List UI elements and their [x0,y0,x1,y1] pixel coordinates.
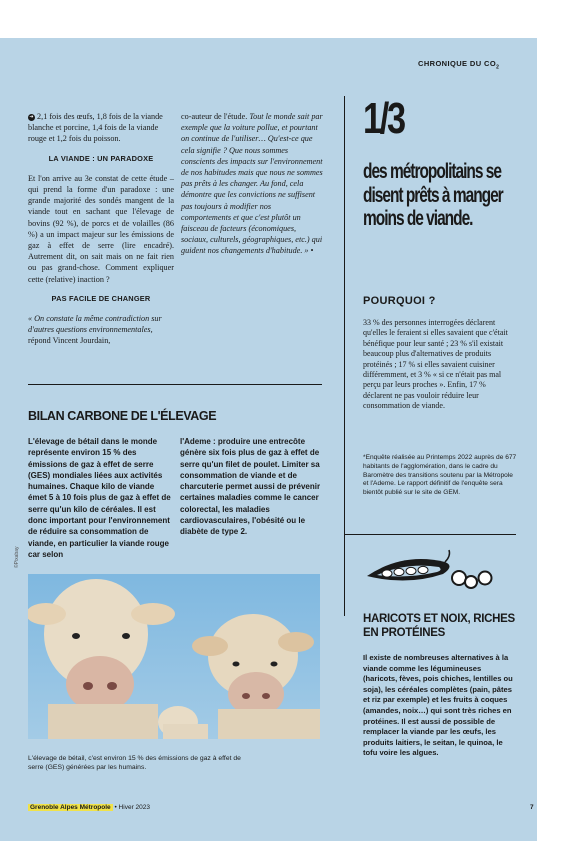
photo-credit: ©Pixabay [14,546,20,568]
bilan-column-2: l'Ademe : produire une entrecôte génère six fois plus de gaz à effet de serre qu'un filet de poulet. Limiter sa consommation de viande et de charcuterie permet aussi de prévenir certaines maladies comme le cancer colorectal, les maladies cardiovasculaires, l'obésité ou le diabète de type 2. [180,437,321,537]
haricots-text: Il existe de nombreuses alternatives à la viande comme les légumineuses (haricots, fèves, pois chiches, lentilles ou soja), les céréales complètes (pain, pâtes et riz par exemple) et les fruits à coques (amandes, noix…) qui sont très riches en protéines. Il est aussi de possible de remplacer la viande par les œufs, les produits laitiers, le seitan, le quinoa, le tofu voire les algues. [363,653,513,758]
arrow-bullet-icon: ➜ [29,114,34,120]
chronique-header: CHRONIQUE DU $CO_2$ [418,59,500,71]
subheading-paradoxe: LA VIANDE : UN PARADOXE [48,153,154,163]
quote-continuation: Tout le monde sait par exemple que la voiture pollue, et pourtant on continue de l'utiliser… Qu'est-ce que cela signifie ? Que nous sommes conscients des impacts sur l'environnement de nos habitudes mais que nous ne sommes pas prêts à les changer. Au fond, cela démontre que les convictions ne suffisent pas toujours à modifier nos comportements et que c'est plutôt un faisceau de facteurs (économiques, sociaux, culturels, géographiques, etc.) qui guident nos changements d'habitude. » • [181,112,323,256]
photo-caption: L'élevage de bétail, c'est environ 15 % des émissions de gaz à effet de serre (GES) générées par les humains. [28,755,241,771]
horizontal-divider-left [28,384,322,385]
coauthor-text: co-auteur de l'étude. [181,112,250,121]
survey-footnote: *Enquête réalisée au Printemps 2022 auprès de 677 habitants de l'agglomération, dans le cadre du Baromètre des transitions soutenu par la Métropole et l'Ademe. Le rapport définitif de l'enquête sera bientôt publié sur le site de GEM. [363,454,517,497]
bilan-column-1: L'élevage de bétail dans le monde représente environ 15 % des émissions de gaz à effet de serre (GES) mondiales liées aux activités humaines. Chaque kilo de viande émet 5 à 10 fois plus de gaz à effet de serre qu'un kilo de céréales. Il est donc important pour l'environnement de réduire sa consommation de viande, en particulier la viande rouge car selon [28,437,171,559]
stat-headline: des métropolitains se disent prêts à manger moins de viande. [363,159,503,230]
peapod-icon [363,548,493,596]
stat-big-number: 1/3 [363,94,404,143]
pourquoi-title: POURQUOI ? [363,295,436,307]
quote-start: « On constate la même contradiction sur d'autres questions environnementales, [28,314,162,335]
horizontal-divider-right [344,534,516,535]
article-column-1 [28,111,174,352]
pourquoi-text: 33 % des personnes interrogées déclarent qu'elles le feraient si elles savaient que c'était bénéfique pour leur santé ; 23 % s'il existait beaucoup plus d'alternatives de produits protéinés ; 17 % si elles savaient cuisiner différemment, et 3 % « si ce n'était pas mal perçu par leurs proches ». Enfin, 17 % déclarent ne pas vouloir réduire leur consommation de viande. [363,318,508,411]
haricots-title: HARICOTS ET NOIX, RICHES EN PROTÉINES [363,613,515,639]
vertical-divider [344,96,345,616]
article-paragraph-2: Et l'on arrive au 3e constat de cette étude – qui prend la forme d'un paradoxe : une grande majorité des sondés mangent de la viande tout en sachant que l'élevage de bovins (92 %), de porcs et de volailles (86 %) a un impact majeur sur les émissions de gaz à effet de serre (lire encadré). Autrement dit, on sait mais on ne fait rien ou pas grand-chose. Comment expliquer cette (relative) inaction ? [28,173,174,284]
page-background [0,38,537,841]
quote-attribution: répond Vincent Jourdain, [28,336,111,346]
page-number: 7 [530,804,534,811]
cattle-photo [28,574,320,739]
article-column-2 [181,111,323,262]
footer-issue: • Hiver 2023 [112,804,150,811]
cattle-illustration [28,574,320,739]
article-paragraph-1: 2,1 fois des œufs, 1,8 fois de la viande blanche et porcine, 1,4 fois de la viande rouge et 1,2 fois du poisson. [28,112,163,144]
footer-brand: Grenoble Alpes Métropole [30,804,111,811]
footer [28,804,150,811]
chronique-subscript: 2 [496,64,500,71]
subheading-changer: PAS FACILE DE CHANGER [51,293,151,303]
bilan-title: BILAN CARBONE DE L'ÉLEVAGE [28,409,217,423]
